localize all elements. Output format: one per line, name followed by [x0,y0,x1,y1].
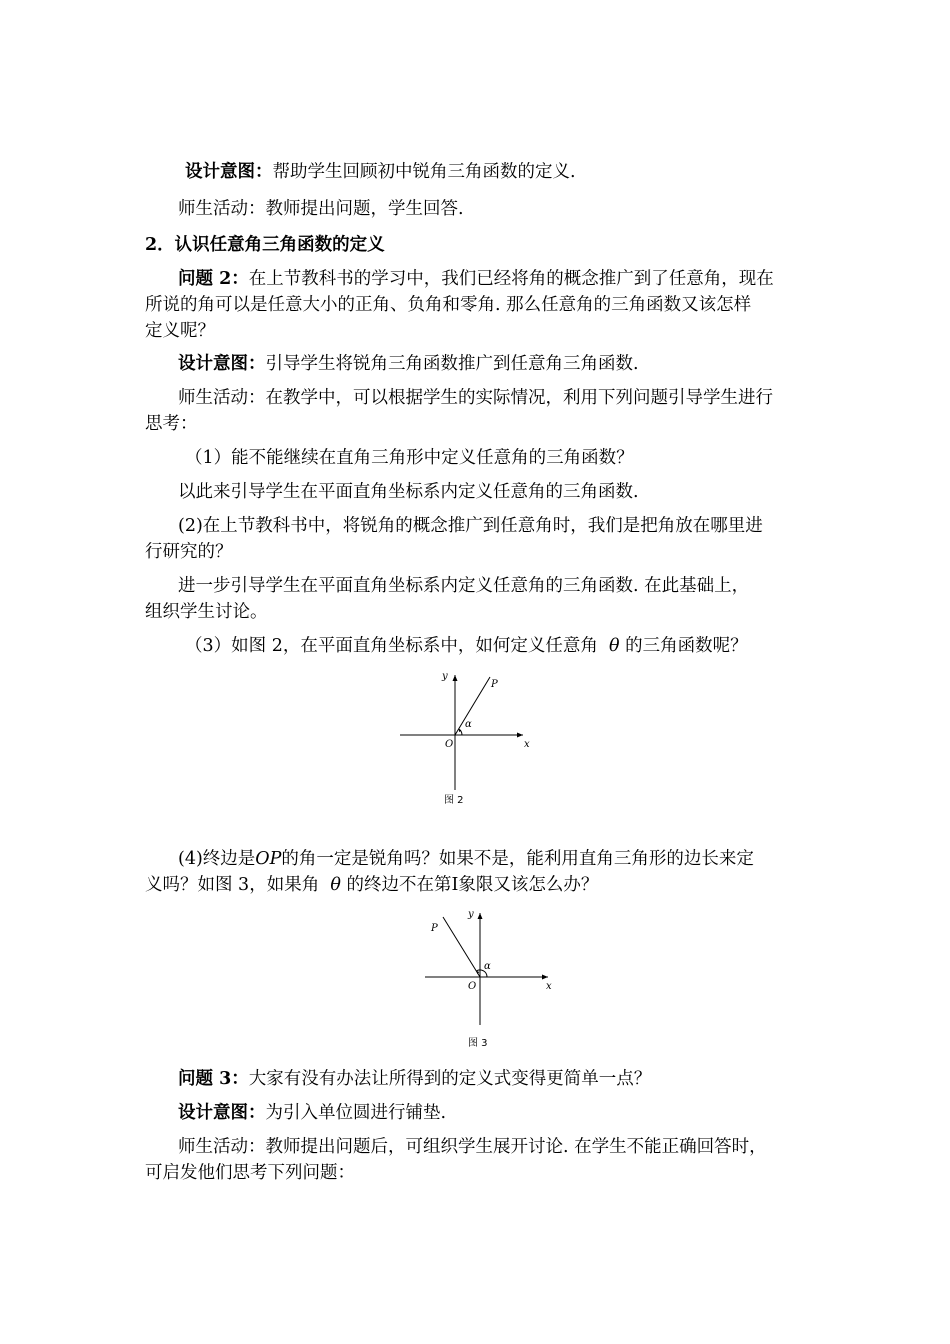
figure-3 [420,905,560,1050]
question-2-line-1 [178,268,815,290]
y-axis-label: y [468,909,474,920]
design-intent-text: 为引入单位圆进行铺垫. [265,1103,447,1123]
design-intent-label: 设计意图： [178,354,266,374]
item-4-text-b: 的角一定是锐角吗？如果不是，能利用直角三角形的边长来定 [281,849,754,869]
theta-symbol: θ [608,636,620,656]
y-axis-label: y [442,671,448,682]
item-2-follow-line-1: 进一步引导学生在平面直角坐标系内定义任意角的三角函数. 在此基础上， [178,576,750,596]
design-intent-text: 帮助学生回顾初中锐角三角函数的定义. [272,162,576,182]
activity-paragraph-3-line-1: 师生活动：教师提出问题后，可组织学生展开讨论. 在学生不能正确回答时， [178,1137,767,1157]
design-intent-label: 设计意图： [185,162,273,182]
question-2-line-3: 定义呢？ [145,321,215,341]
x-axis-arrow-icon [542,975,548,980]
figure-3-diagram [420,905,560,1050]
terminal-side-ray [443,917,480,977]
question-3-label: 问题 3： [178,1069,249,1089]
alpha-label: α [484,961,491,972]
design-intent-paragraph-2 [178,353,815,375]
question-3 [178,1068,815,1090]
origin-label: O [468,981,477,992]
question-2-line-2: 所说的角可以是任意大小的正角、负角和零角. 那么任意角的三角函数又该怎样 [145,295,752,315]
question-3-text: 大家有没有办法让所得到的定义式变得更简单一点？ [248,1069,652,1089]
item-2-line-2: 行研究的？ [145,542,233,562]
figure-2 [395,665,535,810]
activity-paragraph-2-line-1: 师生活动：在教学中，可以根据学生的实际情况，利用下列问题引导学生进行 [178,388,773,408]
figure-2-diagram [395,665,535,810]
figure-3-caption: 图 3 [468,1038,488,1049]
x-axis-label: x [546,981,552,992]
design-intent-label: 设计意图： [178,1103,266,1123]
item-4-line-2 [145,874,815,896]
question-2-label: 问题 2： [178,269,249,289]
y-axis-arrow-icon [478,913,483,919]
section-heading: 2．认识任意角三角函数的定义 [145,235,385,255]
x-axis-label: x [524,739,530,750]
item-3-text-before: （3）如图 2，在平面直角坐标系中，如何定义任意角 [185,636,598,656]
figure-2-caption: 图 2 [444,795,464,806]
angle-arc-arrow-icon [476,971,479,975]
item-4-line-1 [178,848,815,870]
item-1: （1）能不能继续在直角三角形中定义任意角的三角函数？ [185,448,634,468]
design-intent-text: 引导学生将锐角三角函数推广到任意角三角函数. [265,354,639,374]
question-2-text: 在上节教科书的学习中，我们已经将角的概念推广到了任意角，现在 [248,269,774,289]
activity-paragraph-3-line-2: 可启发他们思考下列问题： [145,1163,355,1183]
item-4-text-c: 义吗？如图 3，如果角 [145,875,320,895]
activity-paragraph-2-line-2: 思考： [145,414,198,434]
x-axis-arrow-icon [517,733,523,738]
point-p-label: P [431,923,438,934]
activity-paragraph-1: 师生活动：教师提出问题，学生回答. [178,199,464,219]
item-4-text-a: (4)终边是 [178,849,256,869]
origin-label: O [445,739,454,750]
item-4-text-d: 的终边不在第Ⅰ象限又该怎么办？ [346,875,599,895]
theta-symbol: θ [330,875,341,895]
y-axis-arrow-icon [453,675,458,681]
item-1-follow: 以此来引导学生在平面直角坐标系内定义任意角的三角函数. [178,482,639,502]
op-symbol: OP [255,849,282,869]
design-intent-paragraph-3 [178,1102,815,1124]
item-3 [185,635,815,657]
item-3-text-after: 的三角函数呢？ [625,636,748,656]
design-intent-paragraph-1 [185,161,815,183]
point-p-label: P [491,679,498,690]
item-2-line-1: (2)在上节教科书中，将锐角的概念推广到任意角时，我们是把角放在哪里进 [178,516,763,536]
item-2-follow-line-2: 组织学生讨论。 [145,602,268,622]
alpha-label: α [465,719,472,730]
terminal-side-ray [455,677,490,735]
